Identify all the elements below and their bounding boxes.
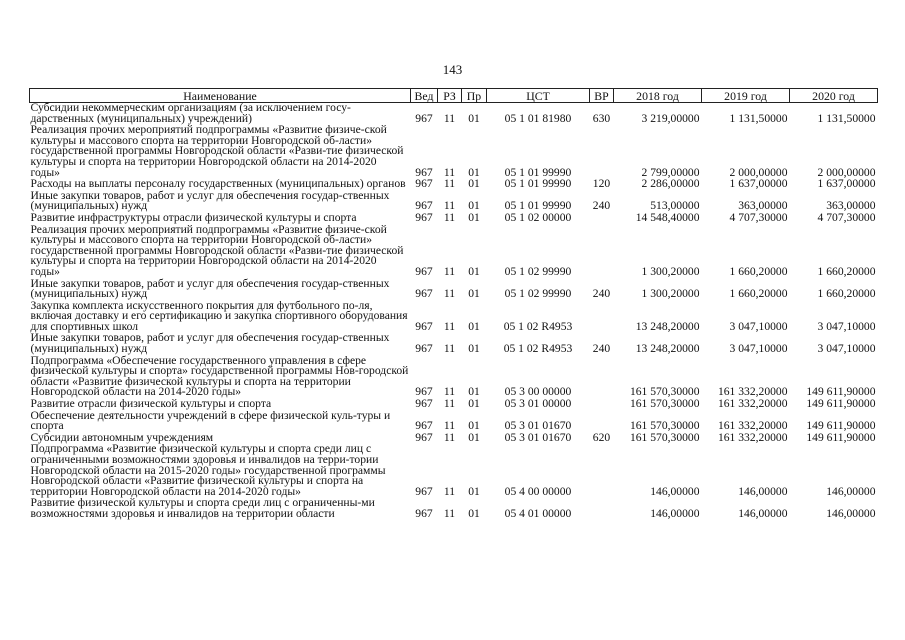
row-2020: 2 000,00000 (817, 165, 876, 179)
row-2019: 4 707,30000 (729, 210, 788, 224)
row-ved: 967 (415, 319, 433, 333)
header-vr: ВР (590, 89, 614, 103)
row-rz: 11 (443, 397, 456, 411)
row-ved: 967 (415, 430, 433, 444)
row-2018: 1 300,20000 (641, 287, 700, 301)
row-rz: 11 (443, 287, 456, 301)
row-2019: 161 332,20000 (717, 385, 788, 399)
row-ved: 967 (415, 210, 433, 224)
row-ved: 967 (415, 199, 433, 213)
row-rz: 11 (443, 264, 456, 278)
row-cst: 05 1 01 81980 (504, 111, 572, 125)
row-2020: 146,00000 (826, 506, 876, 520)
table-body (30, 103, 878, 521)
row-2019: 161 332,20000 (717, 419, 788, 433)
table-row (30, 103, 878, 126)
row-cst: 05 3 01 00000 (504, 397, 572, 411)
header-cst: ЦСТ (487, 89, 590, 103)
row-rz: 11 (443, 506, 456, 520)
header-pr: Пр (462, 89, 487, 103)
header-rz: РЗ (438, 89, 462, 103)
row-2020: 149 611,90000 (806, 419, 876, 433)
row-2018: 14 548,40000 (635, 210, 700, 224)
row-2019: 1 131,50000 (729, 111, 788, 125)
row-cst: 05 1 02 99990 (504, 287, 572, 301)
row-cst: 05 3 01 01670 (504, 430, 572, 444)
row-cst: 05 1 01 99990 (504, 165, 572, 179)
row-pr: 01 (468, 430, 480, 444)
row-rz: 11 (443, 111, 456, 125)
row-pr: 01 (468, 342, 480, 356)
row-cst: 05 1 02 R4953 (503, 342, 573, 356)
row-2018: 13 248,20000 (635, 319, 700, 333)
row-2020: 3 047,10000 (817, 319, 876, 333)
row-ved: 967 (415, 419, 433, 433)
row-vr (590, 444, 614, 498)
row-2020: 3 047,10000 (817, 342, 876, 356)
row-vr (590, 498, 614, 520)
row-2018: 3 219,00000 (641, 111, 700, 125)
row-cst: 05 4 00 00000 (504, 484, 572, 498)
row-vr: 240 (592, 287, 611, 301)
table-row (30, 444, 878, 498)
row-rz: 11 (443, 210, 456, 224)
row-pr: 01 (468, 199, 480, 213)
row-name: Реализация прочих мероприятий подпрограммы «Развитие физиче-ской культуры и массового спорта на территории Новгородской об-ласти» государственной программы Новгородской области «Разви-тие физической культуры и спорта на территории Новгородской области на 2014-2020 годы» (30, 222, 404, 278)
page-number: 143 (442, 62, 463, 77)
row-vr (590, 301, 614, 334)
row-2020: 1 660,20000 (817, 287, 876, 301)
row-2020: 146,00000 (826, 484, 876, 498)
row-ved: 967 (415, 264, 433, 278)
row-name: Расходы на выплаты персоналу государственных (муниципальных) органов (30, 177, 406, 191)
row-2019: 1 660,20000 (729, 264, 788, 278)
row-ved: 967 (415, 506, 433, 520)
budget-table (29, 88, 878, 521)
row-vr: 630 (592, 111, 611, 125)
row-ved: 967 (415, 111, 433, 125)
row-2020: 149 611,90000 (806, 397, 876, 411)
table-row (30, 411, 878, 433)
row-vr: 120 (592, 177, 611, 191)
row-rz: 11 (443, 385, 456, 399)
row-2018: 146,00000 (650, 484, 700, 498)
row-2019: 3 047,10000 (729, 319, 788, 333)
row-vr (590, 399, 614, 411)
header-ved: Вед (411, 89, 438, 103)
row-vr (590, 356, 614, 399)
row-2018: 2 286,00000 (641, 177, 700, 191)
row-pr: 01 (468, 484, 480, 498)
row-pr: 01 (468, 397, 480, 411)
row-cst: 05 3 01 01670 (504, 419, 572, 433)
row-vr (590, 125, 614, 179)
header-name: Наименование (30, 89, 411, 103)
row-ved: 967 (415, 342, 433, 356)
table-row (30, 498, 878, 520)
row-name: Развитие отрасли физической культуры и спорта (30, 397, 272, 411)
header-2019: 2019 год (702, 89, 790, 103)
row-name: Развитие инфраструктуры отрасли физической культуры и спорта (30, 210, 357, 224)
row-vr: 620 (592, 430, 611, 444)
row-name: Иные закупки товаров, работ и услуг для обеспечения государ-ственных (муниципальных) нужд (30, 331, 390, 356)
row-2019: 146,00000 (738, 484, 788, 498)
table-row (30, 301, 878, 334)
row-vr: 240 (592, 342, 611, 356)
row-2019: 146,00000 (738, 506, 788, 520)
row-2018: 13 248,20000 (635, 342, 700, 356)
row-cst: 05 4 01 00000 (504, 506, 572, 520)
row-2018: 161 570,30000 (629, 419, 700, 433)
row-2019: 2 000,00000 (729, 165, 788, 179)
row-rz: 11 (443, 177, 456, 191)
row-2020: 363,00000 (826, 199, 876, 213)
row-name: Иные закупки товаров, работ и услуг для обеспечения государ-ственных (муниципальных) нужд (30, 276, 390, 301)
row-cst: 05 1 01 99990 (504, 199, 572, 213)
row-2018: 1 300,20000 (641, 264, 700, 278)
row-cst: 05 1 01 99990 (504, 177, 572, 191)
row-ved: 967 (415, 287, 433, 301)
row-ved: 967 (415, 397, 433, 411)
row-pr: 01 (468, 165, 480, 179)
row-2020: 4 707,30000 (817, 210, 876, 224)
row-pr: 01 (468, 177, 480, 191)
row-2018: 161 570,30000 (629, 397, 700, 411)
row-pr: 01 (468, 319, 480, 333)
row-ved: 967 (415, 177, 433, 191)
row-rz: 11 (443, 419, 456, 433)
row-2020: 1 660,20000 (817, 264, 876, 278)
table-row (30, 333, 878, 355)
row-pr: 01 (468, 506, 480, 520)
row-cst: 05 1 02 99990 (504, 264, 572, 278)
table-row (30, 356, 878, 399)
row-cst: 05 3 00 00000 (504, 385, 572, 399)
row-rz: 11 (443, 199, 456, 213)
table-row (30, 191, 878, 213)
row-rz: 11 (443, 484, 456, 498)
row-name: Субсидии автономным учреждениям (30, 430, 214, 444)
row-vr (590, 213, 614, 225)
header-2018: 2018 год (614, 89, 702, 103)
row-2018: 161 570,30000 (629, 430, 700, 444)
row-name: Закупка комплекта искусственного покрытия для футбольного по-ля, включая доставку и его сертификацию и закупка спортивного оборудования для спортивных школ (30, 298, 408, 333)
row-cst: 05 1 02 00000 (504, 210, 572, 224)
row-vr (590, 225, 614, 279)
row-rz: 11 (443, 342, 456, 356)
row-2018: 146,00000 (650, 506, 700, 520)
header-2020: 2020 год (790, 89, 878, 103)
row-name: Реализация прочих мероприятий подпрограммы «Развитие физиче-ской культуры и массового спорта на территории Новгородской об-ласти» государственной программы Новгородской области «Разви-тие физической культуры и спорта на территории Новгородской области на 2014-2020 годы» (30, 123, 404, 179)
row-vr (590, 411, 614, 433)
row-name: Развитие физической культуры и спорта среди лиц с ограниченны-ми возможностями здоровья и инвалидов на территории области (30, 496, 375, 520)
row-2019: 1 637,00000 (729, 177, 788, 191)
row-2020: 149 611,90000 (806, 430, 876, 444)
row-2018: 513,00000 (650, 199, 700, 213)
row-2020: 149 611,90000 (806, 385, 876, 399)
table-row (30, 125, 878, 179)
row-2019: 161 332,20000 (717, 397, 788, 411)
row-2020: 1 131,50000 (817, 111, 876, 125)
row-pr: 01 (468, 264, 480, 278)
row-pr: 01 (468, 385, 480, 399)
row-name: Подпрограмма «Развитие физической культуры и спорта среди лиц с ограниченными возможностями здоровья и инвалидов на терри-тории Новгородской области на 2015-2020 годы» государственной программы Новгородской области «Развитие физической культуры и спорта на территории Новгородской области на 2014-2020 годы» (30, 442, 386, 498)
row-rz: 11 (443, 430, 456, 444)
row-cst: 05 1 02 R4953 (503, 319, 573, 333)
row-name: Обеспечение деятельности учреждений в сфере физической куль-туры и спорта (30, 408, 391, 433)
row-ved: 967 (415, 165, 433, 179)
row-name: Подпрограмма «Обеспечение государственного управления в сфере физической культуры и спорта» государственной программы Нов-городской области «Развитие физической культуры и спорта на территории Новгородской области на 2014-2020 годы» (30, 353, 409, 399)
row-ved: 967 (415, 484, 433, 498)
row-pr: 01 (468, 111, 480, 125)
row-rz: 11 (443, 165, 456, 179)
row-2019: 3 047,10000 (729, 342, 788, 356)
row-pr: 01 (468, 419, 480, 433)
row-2019: 161 332,20000 (717, 430, 788, 444)
row-name: Иные закупки товаров, работ и услуг для обеспечения государ-ственных (муниципальных) нужд (30, 188, 390, 213)
row-2019: 363,00000 (738, 199, 788, 213)
row-pr: 01 (468, 210, 480, 224)
row-2019: 1 660,20000 (729, 287, 788, 301)
row-2020: 1 637,00000 (817, 177, 876, 191)
table-row (30, 279, 878, 301)
row-pr: 01 (468, 287, 480, 301)
row-vr: 240 (592, 199, 611, 213)
row-rz: 11 (443, 319, 456, 333)
row-ved: 967 (415, 385, 433, 399)
row-name: Субсидии некоммерческим организациям (за исключением госу-дарственных (муниципальных) учреждений) (30, 101, 351, 125)
row-2018: 161 570,30000 (629, 385, 700, 399)
row-2018: 2 799,00000 (641, 165, 700, 179)
table-row (30, 225, 878, 279)
